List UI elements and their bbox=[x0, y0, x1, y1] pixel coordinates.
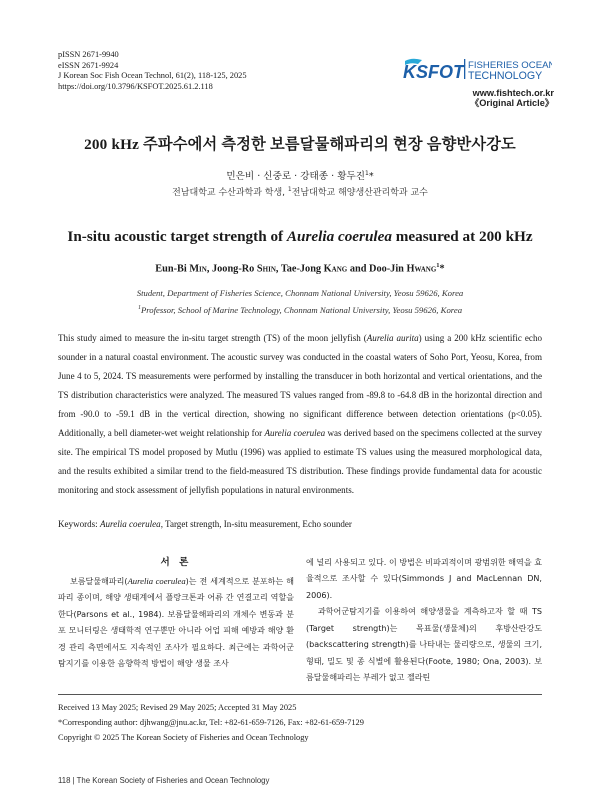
english-affiliation-2: $^1$Professor, School of Marine Technology, Chonnam National University, Yeosu 59626, Korea bbox=[137, 305, 463, 315]
body-left-column: 보름달물해파리(Aurelia coerulea)는 전 세계적으로 분포하는 해파리 종이며, 해양 생태계에서 플랑크톤과 어류 간 연결고리 역할을 한다(Parsons et al., 1984). 보름달물해파리의 개체수 변동과 분포 모니터링은 생태학적 연구뿐만 아니라 어업 피해 예방과 해양 환경 관리 측면에서도 지속적인 조사가 필요하다. 최근에는 과학어군탐지기를 이용한 음향학적 방법이 해양 생물 조사 bbox=[58, 576, 294, 669]
right-paragraph-2: 과학어군탐지기를 이용하여 해양생물을 계측하고자 할 때 TS (Target strength)는 목표물(생물체)의 후방산란강도(backscattering strength)를 나타내는 물리량으로, 생물의 크기, 형태, 밀도 및 종 식별에 활용된다(Foote, 1980; Ona, 2003). 보름달물해파리는 부레가 없고 젤라틴 bbox=[306, 607, 542, 683]
keywords-label: Keywords: bbox=[58, 519, 100, 529]
korean-authors bbox=[0, 168, 600, 182]
english-title bbox=[0, 228, 600, 246]
korean-title: 200 kHz 주파수에서 측정한 보름달물해파리의 현장 음향반사강도 bbox=[84, 136, 516, 153]
english-title-b: measured at 200 kHz bbox=[391, 228, 533, 245]
citation: J Korean Soc Fish Ocean Technol, 61(2), 118-125, 2025 bbox=[58, 71, 247, 81]
copyright: Copyright © 2025 The Korean Society of Fisheries and Ocean Technology bbox=[58, 733, 309, 742]
english-affiliation-1: Student, Department of Fisheries Science, Chonnam National University, Yeosu 59626, Korea bbox=[136, 288, 464, 298]
received-dates: Received 13 May 2025; Revised 29 May 2025; Accepted 31 May 2025 bbox=[58, 703, 297, 712]
journal-name-line1: FISHERIES OCEAN bbox=[468, 60, 552, 71]
journal-name-line2: TECHNOLOGY bbox=[468, 70, 543, 82]
english-authors: Eun-Bi Min, Joong-Ro Shin, Tae-Jong Kang and Doo-Jin Hwang$^1$* bbox=[155, 262, 445, 275]
author-4: Doo-Jin Hwang bbox=[369, 263, 437, 275]
author-2: Joong-Ro Shin bbox=[212, 263, 276, 275]
korean-corr-star: * bbox=[368, 171, 374, 182]
journal-url[interactable]: www.fishtech.or.kr bbox=[472, 88, 554, 98]
doi-link[interactable]: https://doi.org/10.3796/KSFOT.2025.61.2.118 bbox=[58, 81, 213, 91]
keywords: Keywords: Aurelia coerulea, Target strength, In-situ measurement, Echo sounder bbox=[58, 519, 352, 529]
abstract: This study aimed to measure the in-situ target strength (TS) of the moon jellyfish (Aurelia aurita) using a 200 kHz scientific echo sounder in a natural coastal environment. The acoustic survey was conducted in the coastal waters of Soho Port, Yeosu, Korea, from June 4 to 5, 2024. TS measurements were performed by installing the transducer in both horizontal and vertical orientations, and the TS distribution characteristics were analyzed. The measured TS values ranged from -89.8 to -64.8 dB in the horizontal direction and from -90.0 to -59.1 dB in the vertical direction, showing no significant difference between detection orientations (p<0.05). Additionally, a bell diameter-wet weight relationship for Aurelia coerulea was derived based on the specimens collected at the survey site. The empirical TS model proposed by Mutlu (1996) was applied to estimate TS values using the measured morphological data, and the results exhibited a similar trend to the field-measured TS distribution. These findings provide fundamental data for acoustic monitoring and stock assessment of jellyfish populations in natural environments. bbox=[58, 333, 543, 496]
footnote-divider bbox=[58, 694, 542, 695]
right-paragraph-1: 에 널리 사용되고 있다. 이 방법은 비파괴적이며 광범위한 해역을 효율적으로 조사할 수 있다(Simmonds J and MacLennan DN, 2006). bbox=[306, 558, 542, 600]
korean-author-mark: 1 bbox=[365, 169, 369, 177]
author-1: Eun-Bi Min bbox=[155, 263, 207, 275]
article-metadata bbox=[58, 50, 247, 92]
footer-society: The Korean Society of Fisheries and Ocean Technology bbox=[76, 776, 270, 785]
korean-affiliations bbox=[0, 185, 600, 198]
logo-text: KSFOT bbox=[403, 62, 464, 82]
body-right-column bbox=[306, 555, 542, 687]
section-title-introduction: 서 론 bbox=[160, 557, 192, 568]
journal-logo bbox=[402, 55, 552, 83]
corr-author-mark: 1 bbox=[436, 262, 440, 269]
korean-affil-a: 전남대학교 수산과학과 학생, bbox=[172, 188, 286, 198]
ksfot-logo-icon bbox=[402, 55, 552, 83]
korean-author-names: 민은비 · 신중로 · 강태종 · 황두진 bbox=[226, 171, 366, 182]
pissn: pISSN 2671-9940 bbox=[58, 50, 119, 59]
author-3: Tae-Jong Kang bbox=[280, 263, 348, 275]
korean-affil-mark: 1 bbox=[287, 186, 292, 193]
journal-url-block bbox=[430, 88, 554, 108]
corresponding-author: *Corresponding author: djhwang@jnu.ac.kr, Tel: +82-61-659-7126, Fax: +82-61-659-7129 bbox=[58, 718, 364, 727]
korean-affil-b: 전남대학교 해양생산관리학과 교수 bbox=[291, 188, 428, 198]
article-type: 《Original Article》 bbox=[470, 98, 554, 108]
eissn: eISSN 2671-9924 bbox=[58, 60, 119, 70]
page-number: 118 bbox=[58, 776, 71, 785]
corr-author-star: * bbox=[439, 263, 445, 275]
english-title-species: Aurelia coerulea bbox=[286, 228, 392, 245]
page-footer: 118 | The Korean Society of Fisheries and Ocean Technology bbox=[58, 776, 270, 785]
english-title-a: In-situ acoustic target strength of bbox=[67, 228, 287, 245]
